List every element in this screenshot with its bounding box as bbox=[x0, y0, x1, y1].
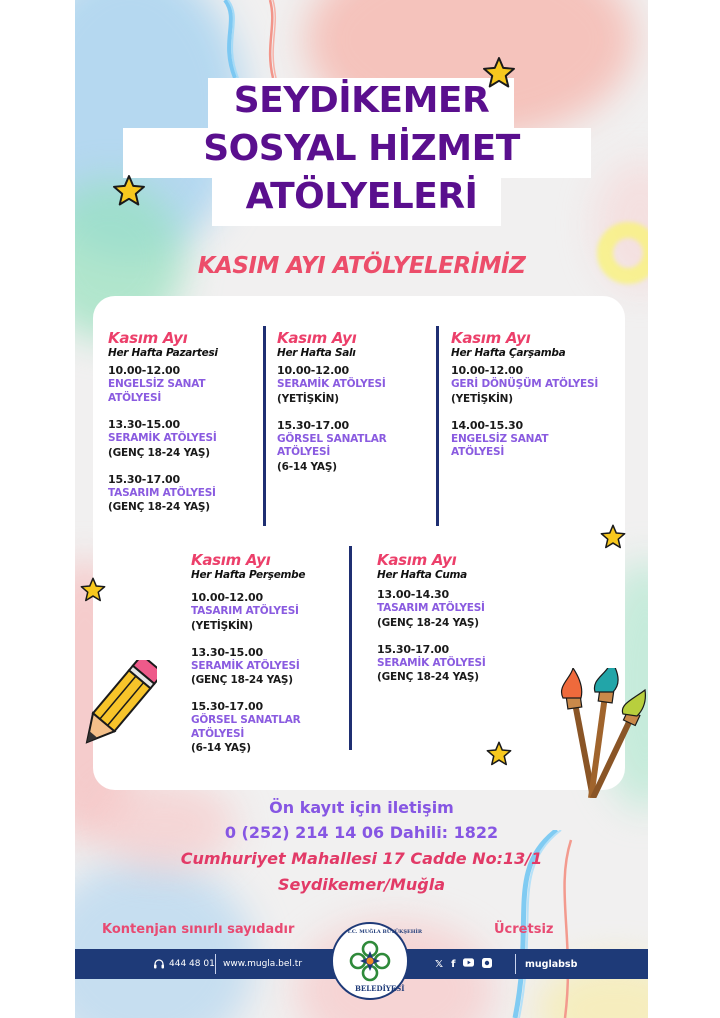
session-name: GÖRSEL SANATLAR bbox=[191, 714, 301, 726]
star-icon bbox=[78, 576, 108, 604]
seal-top-text: T.C. MUĞLA BÜYÜKŞEHİR bbox=[347, 929, 422, 935]
weekday-label: Her Hafta Perşembe bbox=[191, 569, 306, 581]
weekday-label: Her Hafta Salı bbox=[277, 347, 356, 359]
month-label: Kasım Ayı bbox=[377, 551, 457, 569]
session-name: ATÖLYESİ bbox=[451, 446, 505, 458]
social-handle-text: muglabsb bbox=[525, 958, 578, 970]
session-time: 13.00-14.30 bbox=[377, 588, 449, 601]
session-time: 15.30-17.00 bbox=[191, 700, 263, 713]
session bbox=[451, 364, 621, 406]
weekday-label: Her Hafta Pazartesi bbox=[108, 347, 218, 359]
session-name: ENGELSİZ SANAT bbox=[451, 432, 549, 445]
day-column-friday bbox=[377, 552, 547, 697]
free-of-charge-note: Ücretsiz bbox=[494, 922, 554, 937]
session-group: (GENÇ 18-24 YAŞ) bbox=[377, 616, 479, 629]
session-name: ATÖLYESİ bbox=[108, 391, 162, 404]
session bbox=[108, 473, 263, 515]
column-divider bbox=[263, 326, 266, 526]
session-group: (6-14 YAŞ) bbox=[277, 460, 337, 473]
session-name: TASARIM ATÖLYESİ bbox=[108, 486, 216, 499]
star-icon bbox=[485, 740, 513, 768]
flower-emblem-icon bbox=[349, 940, 391, 982]
contact-heading: Ön kayıt için iletişim bbox=[269, 798, 454, 817]
poster bbox=[75, 0, 648, 1018]
column-divider bbox=[349, 546, 352, 750]
session-time: 10.00-12.00 bbox=[451, 364, 523, 377]
hotline[interactable] bbox=[153, 949, 215, 979]
session-group: (YETİŞKİN) bbox=[451, 392, 513, 405]
session-time: 13.30-15.00 bbox=[191, 645, 263, 659]
star-icon bbox=[598, 523, 628, 551]
session bbox=[377, 643, 547, 685]
session-group: (GENÇ 18-24 YAŞ) bbox=[377, 671, 479, 683]
website-url: www.mugla.bel.tr bbox=[223, 959, 303, 969]
session bbox=[277, 419, 432, 474]
session-name: GERİ DÖNÜŞÜM ATÖLYESİ bbox=[451, 378, 599, 390]
contact-address-line2: Seydikemer/Muğla bbox=[278, 875, 445, 894]
schedule-card bbox=[93, 296, 625, 790]
session-name: TASARIM ATÖLYESİ bbox=[191, 605, 299, 617]
session-time: 15.30-17.00 bbox=[277, 418, 349, 432]
day-column-tuesday bbox=[277, 330, 432, 487]
page-title-line-1: SEYDİKEMER bbox=[233, 80, 490, 121]
session-name: ATÖLYESİ bbox=[277, 446, 331, 458]
month-label: Kasım Ayı bbox=[277, 329, 357, 347]
session-name: SERAMİK ATÖLYESİ bbox=[277, 378, 386, 390]
session-time: 13.30-15.00 bbox=[108, 418, 180, 431]
footer-divider bbox=[215, 954, 216, 974]
month-label: Kasım Ayı bbox=[108, 329, 188, 347]
star-icon bbox=[111, 172, 147, 210]
session-time: 10.00-12.00 bbox=[108, 364, 180, 377]
day-column-monday bbox=[108, 330, 263, 527]
session bbox=[108, 364, 263, 405]
social-icons bbox=[435, 949, 500, 979]
pencil-icon bbox=[75, 660, 157, 760]
limited-capacity-note: Kontenjan sınırlı sayıdadır bbox=[102, 922, 295, 937]
day-column-thursday bbox=[191, 552, 351, 768]
municipality-seal-logo bbox=[331, 922, 422, 1000]
session-group: (6-14 YAŞ) bbox=[191, 742, 251, 754]
column-divider bbox=[436, 326, 439, 526]
brush-stroke-icon bbox=[215, 0, 285, 80]
session bbox=[191, 700, 351, 755]
session bbox=[377, 588, 547, 630]
x-icon[interactable]: 𝕏 bbox=[435, 958, 444, 970]
session bbox=[108, 418, 263, 460]
seal-bottom-text: BELEDİYESİ bbox=[355, 984, 405, 993]
session-time: 15.30-17.00 bbox=[108, 472, 180, 486]
page-subtitle: KASIM AYI ATÖLYELERİMİZ bbox=[197, 253, 526, 279]
session bbox=[451, 419, 621, 460]
hotline-number: 444 48 01 bbox=[169, 959, 215, 969]
session-name: GÖRSEL SANATLAR bbox=[277, 432, 387, 445]
paintbrushes-icon bbox=[553, 668, 648, 798]
session bbox=[191, 646, 351, 688]
session-time: 14.00-15.30 bbox=[451, 418, 523, 432]
session-name: SERAMİK ATÖLYESİ bbox=[108, 432, 217, 444]
youtube-icon[interactable] bbox=[463, 958, 474, 970]
contact-address-line1: Cumhuriyet Mahallesi 17 Cadde No:13/1 bbox=[180, 849, 543, 868]
session-name: ENGELSİZ SANAT bbox=[108, 378, 206, 390]
session-group: (YETİŞKİN) bbox=[191, 619, 253, 632]
month-label: Kasım Ayı bbox=[451, 329, 531, 347]
social-handle[interactable] bbox=[525, 949, 577, 979]
day-column-wednesday bbox=[451, 330, 621, 473]
website-link[interactable] bbox=[223, 949, 302, 979]
session bbox=[277, 364, 432, 406]
session bbox=[191, 591, 351, 633]
session-group: (GENÇ 18-24 YAŞ) bbox=[108, 501, 210, 513]
session-time: 10.00-12.00 bbox=[277, 364, 349, 377]
weekday-label: Her Hafta Çarşamba bbox=[451, 347, 566, 359]
session-name: ATÖLYESİ bbox=[191, 727, 245, 740]
headset-icon bbox=[153, 958, 165, 970]
session-group: (YETİŞKİN) bbox=[277, 392, 339, 405]
session-group: (GENÇ 18-24 YAŞ) bbox=[191, 674, 293, 686]
session-time: 15.30-17.00 bbox=[377, 642, 449, 656]
session-name: TASARIM ATÖLYESİ bbox=[377, 602, 485, 614]
session-name: SERAMİK ATÖLYESİ bbox=[377, 656, 486, 669]
contact-phone[interactable]: 0 (252) 214 14 06 Dahili: 1822 bbox=[224, 823, 499, 842]
session-group: (GENÇ 18-24 YAŞ) bbox=[108, 446, 210, 459]
session-name: SERAMİK ATÖLYESİ bbox=[191, 659, 300, 672]
page-title-line-2: SOSYAL HİZMET bbox=[203, 128, 520, 169]
page-title-line-3: ATÖLYELERİ bbox=[245, 176, 478, 217]
weekday-label: Her Hafta Cuma bbox=[377, 569, 467, 581]
session-time: 10.00-12.00 bbox=[191, 591, 263, 604]
footer-divider bbox=[515, 954, 516, 974]
instagram-icon[interactable] bbox=[482, 958, 492, 971]
facebook-icon[interactable]: f bbox=[451, 958, 456, 970]
star-icon bbox=[481, 55, 517, 91]
month-label: Kasım Ayı bbox=[191, 551, 271, 569]
